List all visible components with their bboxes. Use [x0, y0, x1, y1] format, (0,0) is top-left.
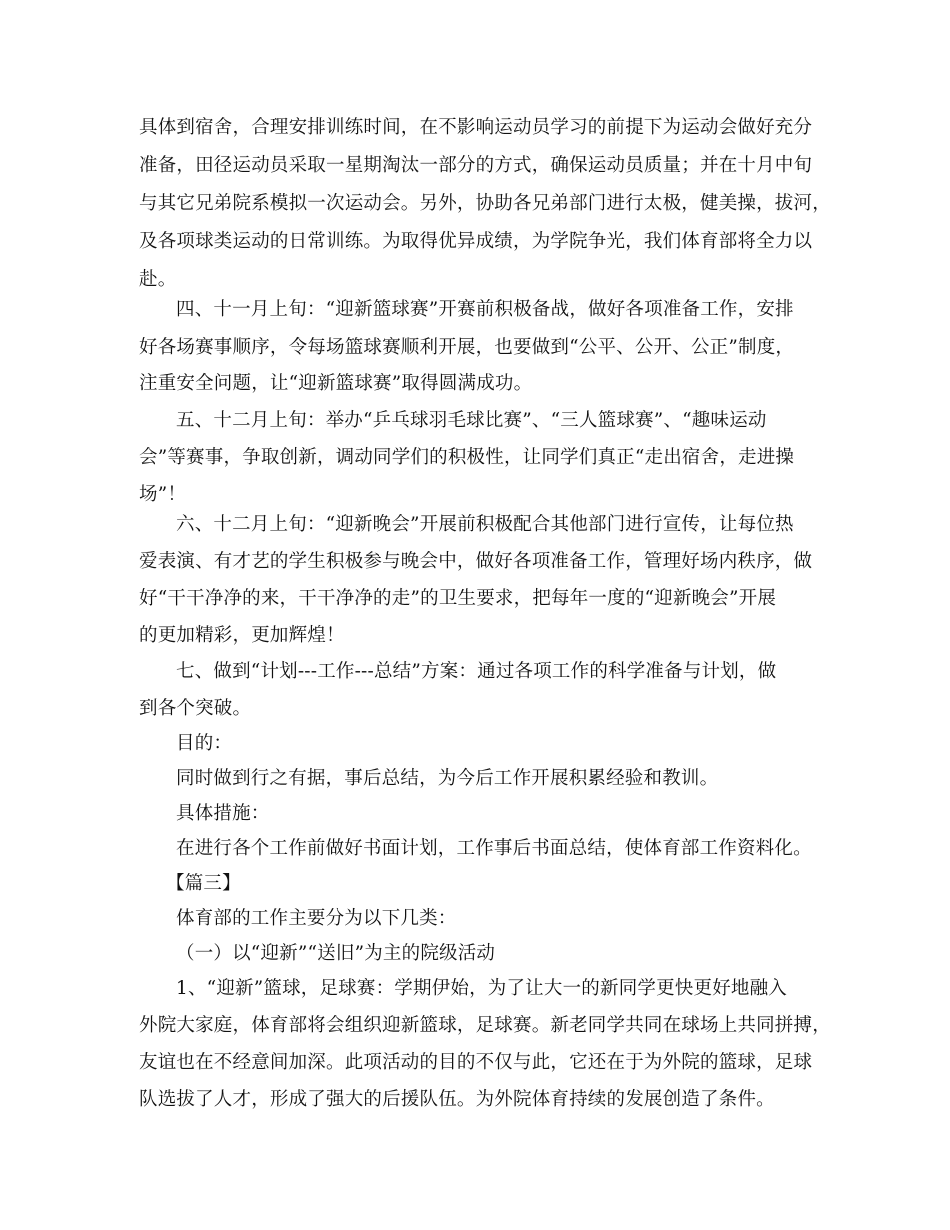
text-line: 赴。	[139, 269, 177, 290]
text-line: 好“干干净净的来，干干净净的走”的卫生要求，把每年一度的“迎新晚会”开展	[139, 588, 777, 609]
text-line: 体育部的工作主要分为以下几类：	[176, 908, 457, 929]
text-line: 队选拔了人才，形成了强大的后援队伍。为外院体育持续的发展创造了条件。	[139, 1089, 775, 1110]
text-line: 及各项球类运动的日常训练。为取得优异成绩，为学院争光，我们体育部将全力以	[139, 231, 813, 252]
text-line: 注重安全问题，让“迎新篮球赛”取得圆满成功。	[139, 373, 533, 394]
text-line: 爱表演、有才艺的学生积极参与晚会中，做好各项准备工作，管理好场内秩序，做	[139, 551, 813, 572]
text-line: 会”等赛事，争取创新，调动同学们的积极性，让同学们真正“走出宿舍，走进操	[139, 447, 795, 468]
text-line: 场”！	[139, 484, 187, 505]
text-line: 外院大家庭，体育部将会组织迎新篮球，足球赛。新老同学共同在球场上共同拼搏，	[139, 1015, 831, 1036]
text-line: 1、“迎新”篮球，足球赛：学期伊始，为了让大一的新同学更快更好地融入	[176, 978, 787, 999]
paragraph-six-heading-line: 六、十二月上旬：“迎新晚会”开展前积极配合其他部门进行宣传，让每位热	[176, 514, 794, 535]
text-line: 在进行各个工作前做好书面计划，工作事后书面总结，使体育部工作资料化。	[176, 838, 812, 859]
section-heading: 【篇三】	[166, 873, 241, 894]
text-line: 到各个突破。	[139, 698, 252, 719]
text-line: 友谊也在不经意间加深。此项活动的目的不仅与此，它还在于为外院的篮球，足球	[139, 1052, 813, 1073]
text-line: 好各场赛事顺序，令每场篮球赛顺利开展，也要做到“公平、公开、公正”制度，	[139, 337, 795, 358]
paragraph-five-heading-line: 五、十二月上旬：举办“乒乓球羽毛球比赛”、“三人篮球赛”、“趣味运动	[176, 410, 767, 431]
text-line: 具体到宿舍，合理安排训练时间，在不影响运动员学习的前提下为运动会做好充分	[139, 117, 813, 138]
text-line: 准备，田径运动员采取一星期淘汰一部分的方式，确保运动员质量；并在十月中旬	[139, 155, 813, 176]
text-line: 的更加精彩，更加辉煌！	[139, 625, 345, 646]
measures-label: 具体措施：	[176, 803, 270, 824]
purpose-label: 目的：	[176, 733, 233, 754]
text-line: 同时做到行之有据，事后总结，为今后工作开展积累经验和教训。	[176, 768, 719, 789]
paragraph-four-heading-line: 四、十一月上旬：“迎新篮球赛”开赛前积极备战，做好各项准备工作，安排	[176, 299, 794, 320]
paragraph-seven-heading-line: 七、做到“计划---工作---总结”方案：通过各项工作的科学准备与计划，做	[176, 661, 777, 682]
subsection-heading: （一）以“迎新”“送旧”为主的院级活动	[176, 943, 496, 964]
text-line: 与其它兄弟院系模拟一次运动会。另外，协助各兄弟部门进行太极，健美操，拔河，	[139, 193, 831, 214]
